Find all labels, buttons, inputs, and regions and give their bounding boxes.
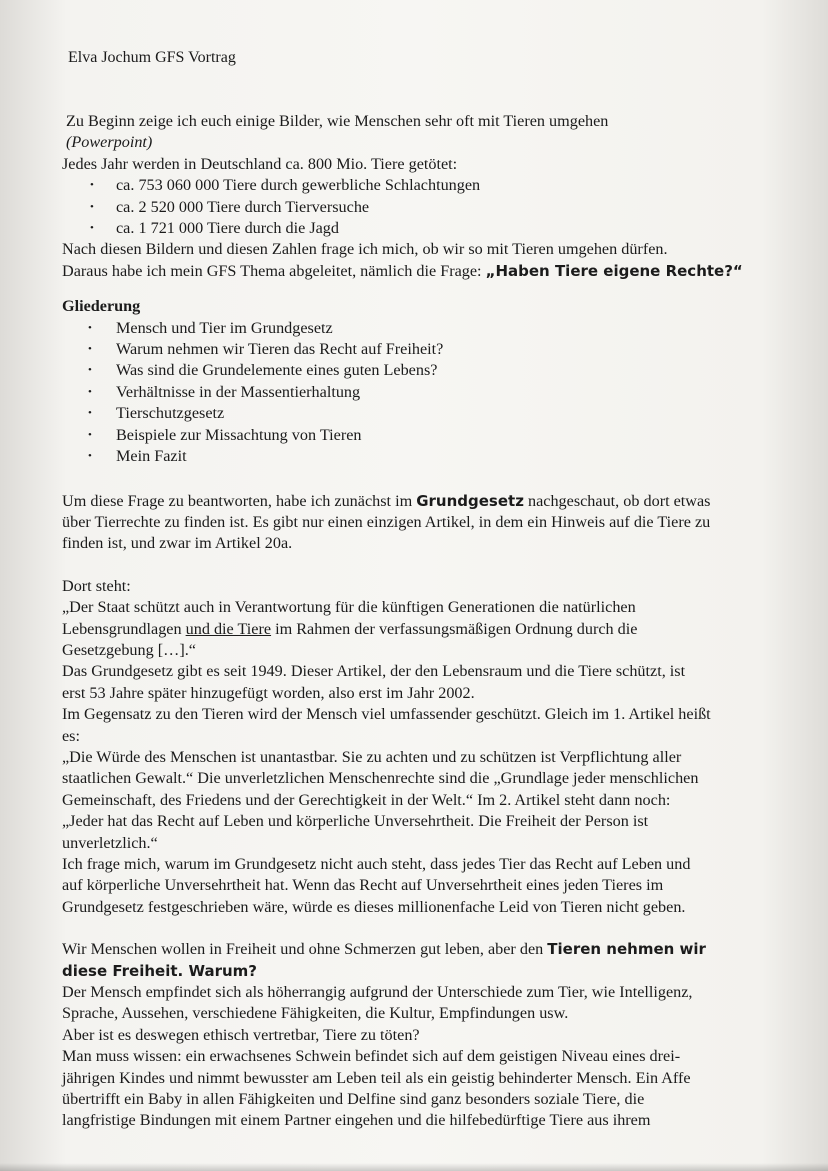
paragraph-line: Gesetzgebung […].“ (62, 640, 196, 659)
list-item: • Tierschutzgesetz (116, 403, 802, 424)
paragraph-line: Grundgesetz festgeschrieben wäre, würde es dieses millionenfache Leid von Tieren nicht geben. (62, 897, 686, 916)
paragraph-line: „Die Würde des Menschen ist unantastbar. Sie zu achten und zu schützen ist Verpflichtung aller (62, 747, 682, 766)
paragraph-line: Man muss wissen: ein erwachsenes Schwein befindet sich auf dem geistigen Niveau eines drei- (62, 1047, 681, 1066)
intro-text: Daraus habe ich mein GFS Thema abgeleitet, nämlich die Frage: (62, 261, 486, 280)
intro-line: Nach diesen Bildern und diesen Zahlen frage ich mich, ob wir so mit Tieren umgehen dürfen. (62, 240, 668, 259)
list-item: • Warum nehmen wir Tieren das Recht auf Freiheit? (116, 339, 802, 360)
paragraph-line: „Der Staat schützt auch in Verantwortung für die künftigen Generationen die natürlichen (62, 598, 636, 617)
paragraph-line: Ich frage mich, warum im Grundgesetz nicht auch steht, dass jedes Tier das Recht auf Leben und (62, 855, 691, 873)
section-grundgesetz (62, 491, 802, 555)
paragraph-line: übertrifft ein Baby in allen Fähigkeiten und Delfine sind ganz besonders soziale Tiere, die (62, 1090, 645, 1109)
paragraph-line: Das Grundgesetz gibt es seit 1949. Dieser Artikel, der den Lebensraum und die Tiere schützt, ist (62, 662, 686, 681)
document-body (62, 111, 802, 1132)
topic-question: „Haben Tiere eigene Rechte?“ (485, 261, 743, 280)
paragraph-line: auf körperliche Unversehrtheit hat. Wenn das Recht auf Unversehrtheit eines jeden Tieres im (62, 876, 664, 895)
list-item: • ca. 753 060 000 Tiere durch gewerbliche Schlachtungen (116, 175, 802, 196)
list-item: • Beispiele zur Missachtung von Tieren (116, 425, 802, 446)
list-item: • Mensch und Tier im Grundgesetz (116, 318, 802, 339)
paragraph-line: jährigen Kindes und nimmt bewusster am Leben teil als ein geistig behinderter Mensch. Ein Affe (62, 1068, 691, 1087)
intro-line: Jedes Jahr werden in Deutschland ca. 800 Mio. Tiere getötet: (62, 154, 458, 173)
paragraph-line: staatlichen Gewalt.“ Die unverletzlichen Menschenrechte sind die „Grundlage jeder menschlichen (62, 769, 699, 788)
intro-section (62, 111, 802, 282)
section-freedom (62, 939, 802, 1132)
paragraph-line: unverletzlich.“ (62, 833, 158, 852)
paragraph-line: Gemeinschaft, des Friedens und der Gerechtigkeit in der Welt.“ Im 2. Artikel steht dann noch: (62, 790, 671, 809)
list-item: • Verhältnisse in der Massentierhaltung (116, 382, 802, 403)
outline-heading: Gliederung (62, 297, 141, 316)
outline-list (62, 318, 802, 468)
document-header: Elva Jochum GFS Vortrag (68, 49, 236, 66)
paragraph-line: über Tierrechte zu finden ist. Es gibt nur einen einzigen Artikel, in dem ein Hinweis auf die Tiere zu (62, 512, 711, 531)
paragraph-line: Dort steht: (62, 576, 131, 595)
list-item: • ca. 1 721 000 Tiere durch die Jagd (116, 218, 802, 239)
underlined-term: und die Tiere (185, 619, 272, 638)
bold-term: Tieren nehmen wir (547, 940, 706, 959)
paragraph-line: Sprache, Aussehen, verschiedene Fähigkeiten, die Kultur, Empfindungen usw. (62, 1004, 569, 1023)
paragraph-line: es: (62, 726, 80, 745)
bold-term: Grundgesetz (416, 491, 524, 510)
section-articles (62, 576, 802, 919)
list-item: • ca. 2 520 000 Tiere durch Tierversuche (116, 197, 802, 218)
bold-line: diese Freiheit. Warum? (62, 961, 257, 980)
paragraph-line (62, 491, 802, 512)
paragraph-line: Der Mensch empfindet sich als höherrangig aufgrund der Unterschiede zum Tier, wie Intelligenz, (62, 983, 693, 1002)
list-item: • Was sind die Grundelemente eines guten Lebens? (116, 360, 802, 381)
text-span: im Rahmen der verfassungsmäßigen Ordnung durch die (271, 619, 638, 638)
list-item: • Mein Fazit (116, 446, 802, 467)
text-span: Wir Menschen wollen in Freiheit und ohne Schmerzen gut leben, aber den (62, 940, 548, 959)
paragraph-line: finden ist, und zwar im Artikel 20a. (62, 534, 293, 553)
text-span: Um diese Frage zu beantworten, habe ich zunächst im (62, 491, 417, 510)
stats-list (62, 175, 802, 239)
intro-line: Zu Beginn zeige ich euch einige Bilder, wie Menschen sehr oft mit Tieren umgehen (66, 112, 609, 130)
text-span: Lebensgrundlagen (62, 619, 186, 638)
paragraph-line: Aber ist es deswegen ethisch vertretbar, Tiere zu töten? (62, 1025, 420, 1044)
text-span: nachgeschaut, ob dort etwas (523, 491, 711, 510)
paragraph-line: langfristige Bindungen mit einem Partner eingehen und die hilfebedürftige Tiere aus ihrem (62, 1111, 651, 1130)
intro-line (62, 261, 802, 282)
intro-note: (Powerpoint) (66, 133, 153, 152)
paragraph-line: „Jeder hat das Recht auf Leben und körperliche Unversehrtheit. Die Freiheit der Person ist (62, 812, 649, 831)
paragraph-line (62, 939, 802, 960)
paragraph-line (62, 619, 802, 640)
paragraph-line: erst 53 Jahre später hinzugefügt worden, also erst im Jahr 2002. (62, 683, 475, 702)
paragraph-line: Im Gegensatz zu den Tieren wird der Mensch viel umfassender geschützt. Gleich im 1. Artikel heißt (62, 705, 711, 724)
